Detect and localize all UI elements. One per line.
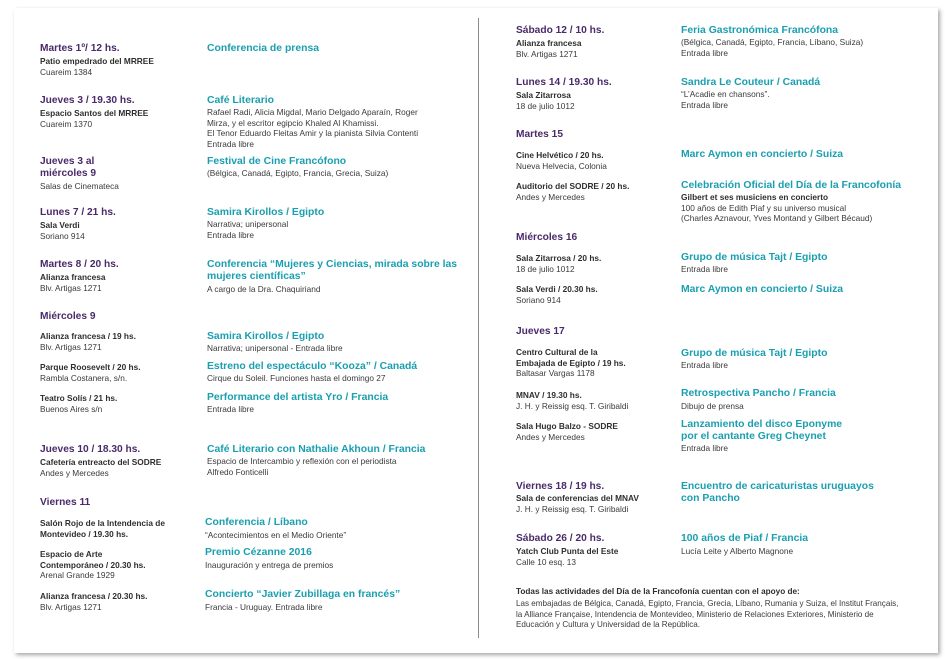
date-line: Martes 8 / 20 hs. xyxy=(40,259,119,270)
event-title-line: Performance del artista Yro / Francia xyxy=(207,392,389,403)
venue xyxy=(516,150,607,171)
venue xyxy=(40,272,105,293)
detail-line: Dibujo de prensa xyxy=(681,401,744,411)
detail-line: Gilbert et ses musiciens en concierto xyxy=(681,192,829,202)
date-line: Lunes 7 / 21 hs. xyxy=(40,207,116,218)
event-date xyxy=(516,129,563,141)
venue-line: Alianza francesa / 20.30 hs. xyxy=(40,591,148,601)
venue-line: Sala Verdi / 20.30 hs. xyxy=(516,284,598,294)
venue-line: Salas de Cinemateca xyxy=(40,181,119,191)
event-details xyxy=(207,343,343,354)
event-title xyxy=(205,517,308,529)
date-line: Jueves 3 al xyxy=(40,156,95,167)
venue xyxy=(40,362,141,383)
event-title-line: Concierto “Javier Zubillaga en francés” xyxy=(205,589,401,600)
detail-line: Entrada libre xyxy=(207,404,255,414)
event-details xyxy=(207,456,397,477)
detail-line: Narrativa; unipersonal xyxy=(207,219,289,229)
support-note-line: Educación y Cultura y Universidad de la República. xyxy=(516,620,701,629)
event-title-line: Conferencia de prensa xyxy=(207,43,320,54)
event-details xyxy=(207,284,320,295)
venue-line: Espacio Santos del MRREE xyxy=(40,108,149,118)
detail-line: Entrada libre xyxy=(681,443,729,453)
column-divider xyxy=(478,18,479,638)
venue xyxy=(516,90,575,111)
event-title-line: Sandra Le Couteur / Canadá xyxy=(681,77,821,88)
event-title-line: Grupo de música Tajt / Egipto xyxy=(681,348,828,359)
detail-line: “Acontecimientos en el Medio Oriente” xyxy=(205,530,347,540)
event-details xyxy=(681,89,770,110)
event-title-line: Retrospectiva Pancho / Francia xyxy=(681,388,836,399)
venue-line: Nueva Helvecia, Colonia xyxy=(516,160,607,171)
event-title-line: con Pancho xyxy=(681,492,740,504)
event-details xyxy=(681,264,728,275)
detail-line: Entrada libre xyxy=(681,47,729,58)
detail-line: Entrada libre xyxy=(681,99,729,110)
venue-line: Montevideo / 19.30 hs. xyxy=(40,528,129,539)
detail-line: Narrativa; unipersonal - Entrada libre xyxy=(207,343,343,353)
venue-line: Arenal Grande 1929 xyxy=(40,570,115,580)
venue-line: Contemporáneo / 20.30 hs. xyxy=(40,559,146,570)
event-date xyxy=(40,207,116,219)
venue xyxy=(40,457,161,478)
detail-line: Entrada libre xyxy=(681,264,729,274)
event-title xyxy=(207,207,324,219)
venue xyxy=(40,518,165,539)
venue xyxy=(40,591,147,612)
event-title xyxy=(681,252,827,264)
venue-line: Cafetería entreacto del SODRE xyxy=(40,457,162,467)
venue-line: Yatch Club Punta del Este xyxy=(516,546,619,556)
venue-line: Patio empedrado del MRREE xyxy=(40,56,154,66)
venue-line: Buenos Aires s/n xyxy=(40,403,103,414)
event-details xyxy=(207,404,254,415)
detail-line: Alfredo Fonticelli xyxy=(207,466,269,477)
event-title-line: Samira Kirollos / Egipto xyxy=(207,207,325,218)
event-title xyxy=(207,95,274,107)
event-title xyxy=(681,284,843,296)
event-title-line: Samira Kirollos / Egipto xyxy=(207,331,325,342)
venue-line: Andes y Mercedes xyxy=(40,467,109,478)
venue-line: Calle 10 esq. 13 xyxy=(516,556,576,567)
event-date xyxy=(516,533,604,545)
event-date xyxy=(40,259,119,271)
venue-line: Cuareim 1384 xyxy=(40,66,93,77)
venue xyxy=(516,38,581,59)
event-title xyxy=(681,77,820,89)
detail-line: El Tenor Eduardo Fleitas Amir y la pianista Silvia Contenti xyxy=(207,128,419,138)
event-title xyxy=(207,392,388,404)
date-line: Lunes 14 / 19.30 hs. xyxy=(516,77,612,88)
event-title xyxy=(681,481,874,504)
date-line: Sábado 12 / 10 hs. xyxy=(516,25,605,36)
event-date xyxy=(516,326,565,338)
detail-line: Francia - Uruguay. Entrada libre xyxy=(205,602,323,612)
event-title-line: Café Literario con Nathalie Akhoun / Francia xyxy=(207,444,426,455)
event-title-line: Celebración Oficial del Día de la Francofonía xyxy=(681,180,901,191)
detail-line: (Charles Aznavour, Yves Montand y Gilbert Bécaud) xyxy=(681,213,873,223)
venue-line: Rambla Costanera, s/n. xyxy=(40,372,128,383)
venue-line: Sala Zitarrosa / 20 hs. xyxy=(516,253,602,263)
venue-line: Sala Zitarrosa xyxy=(516,90,571,100)
date-line: Viernes 11 xyxy=(40,497,91,508)
event-title xyxy=(681,149,843,161)
venue xyxy=(40,549,146,581)
date-line: Martes 1º/ 12 hs. xyxy=(40,43,120,54)
event-details xyxy=(207,168,388,179)
event-title xyxy=(207,156,346,168)
venue xyxy=(516,493,639,514)
event-date xyxy=(40,95,135,107)
event-date xyxy=(516,25,604,37)
venue-line: Cine Helvético / 20 hs. xyxy=(516,150,604,160)
venue-line: Auditorio del SODRE / 20 hs. xyxy=(516,181,630,191)
event-title-line: Marc Aymon en concierto / Suiza xyxy=(681,284,844,295)
event-title xyxy=(207,444,425,456)
event-title-line: Festival de Cine Francófono xyxy=(207,156,347,167)
detail-line: (Bélgica, Canadá, Egipto, Francia, Grecia, Suiza) xyxy=(207,168,389,178)
detail-line: “L’Acadie en chansons”. xyxy=(681,89,770,99)
venue xyxy=(40,220,85,241)
event-details xyxy=(681,37,863,58)
venue-line: Sala Hugo Balzo - SODRE xyxy=(516,421,618,431)
detail-line: Cirque du Soleil. Funciones hasta el domingo 27 xyxy=(207,373,386,383)
date-line: Jueves 3 / 19.30 hs. xyxy=(40,95,135,106)
venue-line: Blv. Artigas 1271 xyxy=(40,282,102,293)
event-title-line: 100 años de Piaf / Francia xyxy=(681,533,809,544)
venue xyxy=(516,421,618,442)
venue-line: J. H. y Reissig esq. T. Giribaldi xyxy=(516,503,629,514)
detail-line: Entrada libre xyxy=(207,138,255,149)
venue xyxy=(516,546,618,567)
venue-line: J. H. y Reissig esq. T. Giribaldi xyxy=(516,400,629,411)
event-details xyxy=(681,443,728,454)
event-details xyxy=(205,602,322,613)
event-details xyxy=(207,373,386,384)
venue-line: Blv. Artigas 1271 xyxy=(40,341,102,352)
venue-line: Baltasar Vargas 1178 xyxy=(516,368,595,378)
detail-line: Inauguración y entrega de premios xyxy=(205,560,334,570)
detail-line: Espacio de Intercambio y reflexión con el periodista xyxy=(207,456,397,466)
date-line: Jueves 10 / 18.30 hs. xyxy=(40,444,141,455)
venue-line: 18 de julio 1012 xyxy=(516,100,575,111)
venue-line: Soriano 914 xyxy=(516,294,561,305)
event-details xyxy=(205,530,346,541)
venue-line: Sala Verdi xyxy=(40,220,80,230)
date-line: Martes 15 xyxy=(516,129,564,140)
event-title-line: Grupo de música Tajt / Egipto xyxy=(681,252,828,263)
venue-line: 18 de julio 1012 xyxy=(516,263,575,274)
date-line: Miércoles 16 xyxy=(516,232,578,243)
venue xyxy=(516,181,629,202)
date-line: Miércoles 9 xyxy=(40,311,96,322)
detail-line: Entrada libre xyxy=(207,229,255,240)
event-title-line: Conferencia / Líbano xyxy=(205,517,308,528)
event-title xyxy=(681,533,808,545)
event-date xyxy=(40,43,120,55)
support-note-text xyxy=(516,599,898,631)
page xyxy=(14,8,938,653)
date-line: Viernes 18 / 19 hs. xyxy=(516,481,605,492)
event-title xyxy=(207,259,457,282)
venue xyxy=(40,393,117,414)
event-title-line: Feria Gastronómica Francófona xyxy=(681,25,839,36)
event-title-line: Premio Cézanne 2016 xyxy=(205,547,312,558)
event-title xyxy=(681,388,836,400)
detail-line: Entrada libre xyxy=(681,360,729,370)
detail-line: 100 años de Edith Piaf y su universo musical xyxy=(681,202,847,213)
support-note-heading: Todas las actividades del Día de la Francofonía cuentan con el apoyo de: xyxy=(516,587,800,596)
event-date xyxy=(40,156,96,179)
event-title-line: Lanzamiento del disco Eponyme xyxy=(681,419,843,430)
venue-line: Blv. Artigas 1271 xyxy=(40,601,102,612)
venue-line: MNAV / 19.30 hs. xyxy=(516,390,582,400)
support-note-line: Las embajadas de Bélgica, Canadá, Egipto, Francia, Grecia, Líbano, Rumania y Suiza, el Institut Français, xyxy=(516,599,899,608)
venue-line: Espacio de Arte xyxy=(40,549,103,559)
detail-line: Rafael Radi, Alicia Migdal, Mario Delgado Aparaín, Roger xyxy=(207,107,418,117)
event-title xyxy=(681,348,827,360)
event-title-line: mujeres científicas” xyxy=(207,270,306,282)
venue xyxy=(40,331,136,352)
event-date xyxy=(516,77,612,89)
venue xyxy=(516,253,601,274)
event-title-line: Café Literario xyxy=(207,95,274,106)
event-details xyxy=(681,360,728,371)
event-date xyxy=(40,311,96,323)
venue-line: Sala de conferencias del MNAV xyxy=(516,493,639,503)
date-line: miércoles 9 xyxy=(40,167,97,179)
event-details xyxy=(681,192,872,224)
venue-line: Andes y Mercedes xyxy=(516,191,585,202)
venue-line: Teatro Solís / 21 hs. xyxy=(40,393,118,403)
event-title xyxy=(205,547,312,559)
event-details xyxy=(681,401,744,412)
event-details xyxy=(207,219,288,240)
venue-line: Alianza francesa / 19 hs. xyxy=(40,331,136,341)
venue xyxy=(516,347,626,379)
venue-line: Salón Rojo de la Intendencia de xyxy=(40,518,165,528)
event-title xyxy=(207,361,417,373)
venue xyxy=(516,284,598,305)
event-date xyxy=(516,481,604,493)
venue-line: Soriano 914 xyxy=(40,230,85,241)
venue-line: Andes y Mercedes xyxy=(516,431,585,442)
venue-line: Parque Roosevelt / 20 hs. xyxy=(40,362,141,372)
support-note-line: la Alliance Française, Intendencia de Montevideo, Ministerio de Relaciones Exteriores, Ministerio de xyxy=(516,609,874,619)
event-title xyxy=(207,43,319,55)
event-title-line: Estreno del espectáculo “Kooza” / Canadá xyxy=(207,361,418,372)
venue xyxy=(40,108,148,129)
event-date xyxy=(40,444,140,456)
event-title xyxy=(205,589,400,601)
date-line: Sábado 26 / 20 hs. xyxy=(516,533,605,544)
event-details xyxy=(205,560,333,571)
venue-line: Alianza francesa xyxy=(516,38,582,48)
event-title xyxy=(681,419,842,442)
venue-line: Alianza francesa xyxy=(40,272,106,282)
detail-line: Lucía Leite y Alberto Magnone xyxy=(681,546,794,556)
event-title-line: Marc Aymon en concierto / Suiza xyxy=(681,149,844,160)
event-details xyxy=(681,546,793,557)
venue-line: Centro Cultural de la xyxy=(516,347,598,357)
venue-line: Cuareim 1370 xyxy=(40,118,93,129)
venue xyxy=(40,56,154,77)
event-date xyxy=(40,497,90,509)
venue-line: Embajada de Egipto / 19 hs. xyxy=(516,357,626,368)
detail-line: Mirza, y el escritor egipcio Khaled Al Khamissi. xyxy=(207,117,379,128)
event-title xyxy=(207,331,324,343)
detail-line: (Bélgica, Canadá, Egipto, Francia, Líbano, Suiza) xyxy=(681,37,864,47)
event-title-line: por el cantante Greg Cheynet xyxy=(681,430,826,442)
event-title-line: Encuentro de caricaturistas uruguayos xyxy=(681,481,874,492)
event-date xyxy=(516,232,577,244)
event-title xyxy=(681,25,838,37)
detail-line: A cargo de la Dra. Chaquiriand xyxy=(207,284,321,294)
event-title xyxy=(681,180,901,192)
event-details xyxy=(207,107,418,149)
date-line: Jueves 17 xyxy=(516,326,565,337)
event-title-line: Conferencia “Mujeres y Ciencias, mirada sobre las xyxy=(207,259,458,270)
venue xyxy=(40,181,119,192)
venue-line: Blv. Artigas 1271 xyxy=(516,48,578,59)
venue xyxy=(516,390,628,411)
